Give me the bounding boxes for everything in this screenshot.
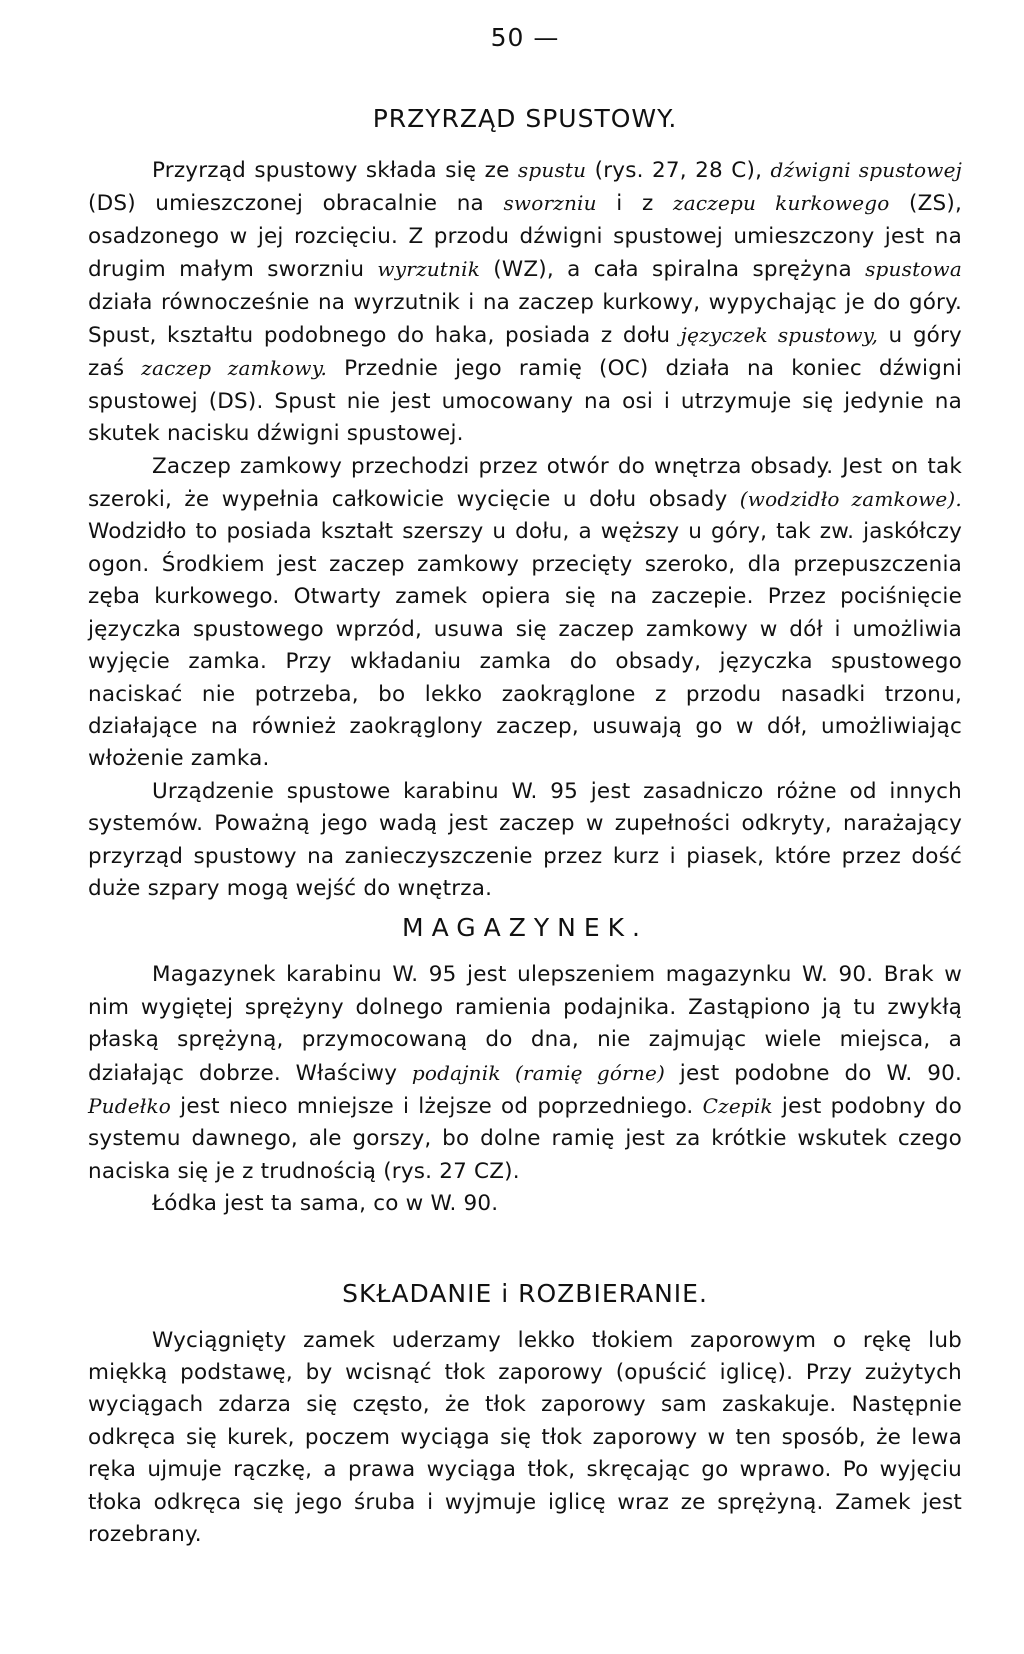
section-title-magazine: MAGAZYNEK. [402, 913, 648, 943]
page-number: 50 — [490, 23, 560, 52]
italic-term: sworzniu [503, 191, 597, 216]
italic-term: dźwigni spustowej [770, 158, 963, 182]
italic-term: Czepik [702, 1093, 773, 1118]
text-run: u góry zaś [88, 323, 962, 382]
paragraph [88, 154, 962, 451]
paragraph [88, 1188, 962, 1220]
text-run: Wodzidło to posiada kształt szerszy u dołu, a węższy u góry, tak zw. jaskółczy ogon. Środkiem jest zaczep zamkowy przecięty szeroko, dla przepuszczenia zęba kurkowego. Otwarty zamek opiera się na zaczepie. Przez pociśnięcie języczka spustowego wprzód, usuwa się zaczep zamkowy w dół i umożliwia wyjęcie zamka. Przy wkładaniu zamka do obsady, języczka spustowego naciskać nie potrzeba, bo lekko zaokrąglone z przodu nasadki trzonu, działające na również zaokrąglony zaczep, usuwają go w dół, umożliwiając włożenie zamka. [88, 519, 962, 772]
text-run: działa równocześnie na wyrzutnik i na zaczep kurkowy, wypychając je do góry. Spust, kształtu podobnego do haka, posiada z dołu [88, 289, 962, 349]
text-run: Magazynek karabinu W. 95 jest ulepszeniem magazynku W. 90. Brak w nim wygiętej sprężyny dolnego ramienia podajnika. Zastąpiono ją tu zwykłą płaską sprężyną, przymocowaną do dna, nie zajmując wiele miejsca, a działając dobrze. Właściwy [88, 962, 962, 1086]
section-title-assembly: SKŁADANIE i ROZBIERANIE. [342, 1278, 708, 1308]
text-run: (DS) umieszczonej obracalnie na [88, 191, 504, 217]
text-run: Wyciągnięty zamek uderzamy lekko tłokiem zaporowym o rękę lub miękką podstawę, by wcisnąć tłok zaporowy (opuścić iglicę). Przy zużytych wyciągach zdarza się często, że tłok zaporowy sam zaskakuje. Następnie odkręca się kurek, poczem wyciąga się tłok zaporowy w ten sposób, że lewa ręka ujmuje rączkę, a prawa wyciąga tłok, skręcając go wprawo. Po wyjęciu tłoka odkręca się jego śruba i wyjmuje iglicę wraz ze sprężyną. Zamek jest rozebrany. [88, 1327, 962, 1548]
text-run: jest podobne do W. 90. [665, 1060, 962, 1086]
italic-term: (wodzidło zamkowe). [739, 487, 962, 512]
paragraph [88, 1325, 962, 1552]
text-run: jest podobny do systemu dawnego, ale gorszy, bo dolne ramię jest za krótkie wskutek czego naciska się je z trudnością (rys. 27 CZ). [88, 1093, 962, 1184]
paragraph [88, 959, 962, 1188]
text-run: (rys. 27, 28 C), [586, 158, 771, 183]
text-run: i z [596, 191, 673, 217]
text-run: (WZ), a cała spiralna sprężyna [480, 257, 866, 283]
italic-term: Pudełko [88, 1093, 172, 1118]
italic-term: spustu [517, 158, 587, 182]
text-run: (ZS), osadzonego w jej rozcięciu. Z przodu dźwigni spustowej umieszczony jest na drugim małym sworzniu [88, 191, 962, 283]
italic-term: zaczep zamkowy. [141, 356, 328, 381]
text-run: Przyrząd spustowy składa się ze [152, 158, 518, 183]
paragraph [88, 776, 962, 906]
text-run: Zaczep zamkowy przechodzi przez otwór do wnętrza obsady. Jest on tak szeroki, że wypełnia całkowicie wycięcie u dołu obsady [88, 453, 962, 513]
paragraph [88, 451, 962, 776]
italic-term: spustowa [865, 257, 962, 282]
text-run: jest nieco mniejsze i lżejsze od poprzedniego. [171, 1093, 703, 1119]
italic-term: zaczepu kurkowego [672, 191, 890, 216]
section-title-trigger-mechanism: PRZYRZĄD SPUSTOWY. [372, 104, 678, 133]
italic-term: wyrzutnik [377, 257, 481, 282]
italic-term: podajnik (ramię górne) [411, 1060, 666, 1085]
text-run: Łódka jest ta sama, co w W. 90. [152, 1191, 499, 1217]
text-run: Urządzenie spustowe karabinu W. 95 jest zasadniczo różne od innych systemów. Poważną jego wadą jest zaczep w zupełności odkryty, narażający przyrząd spustowy na zanieczyszczenie przez kurz i piasek, które przez dość duże szpary mogą wejść do wnętrza. [88, 778, 962, 901]
text-run: Przednie jego ramię (OC) działa na koniec dźwigni spustowej (DS). Spust nie jest umocowany na osi i utrzymuje się jedynie na skutek nacisku dźwigni spustowej. [88, 356, 963, 447]
italic-term: języczek spustowy, [680, 323, 879, 348]
